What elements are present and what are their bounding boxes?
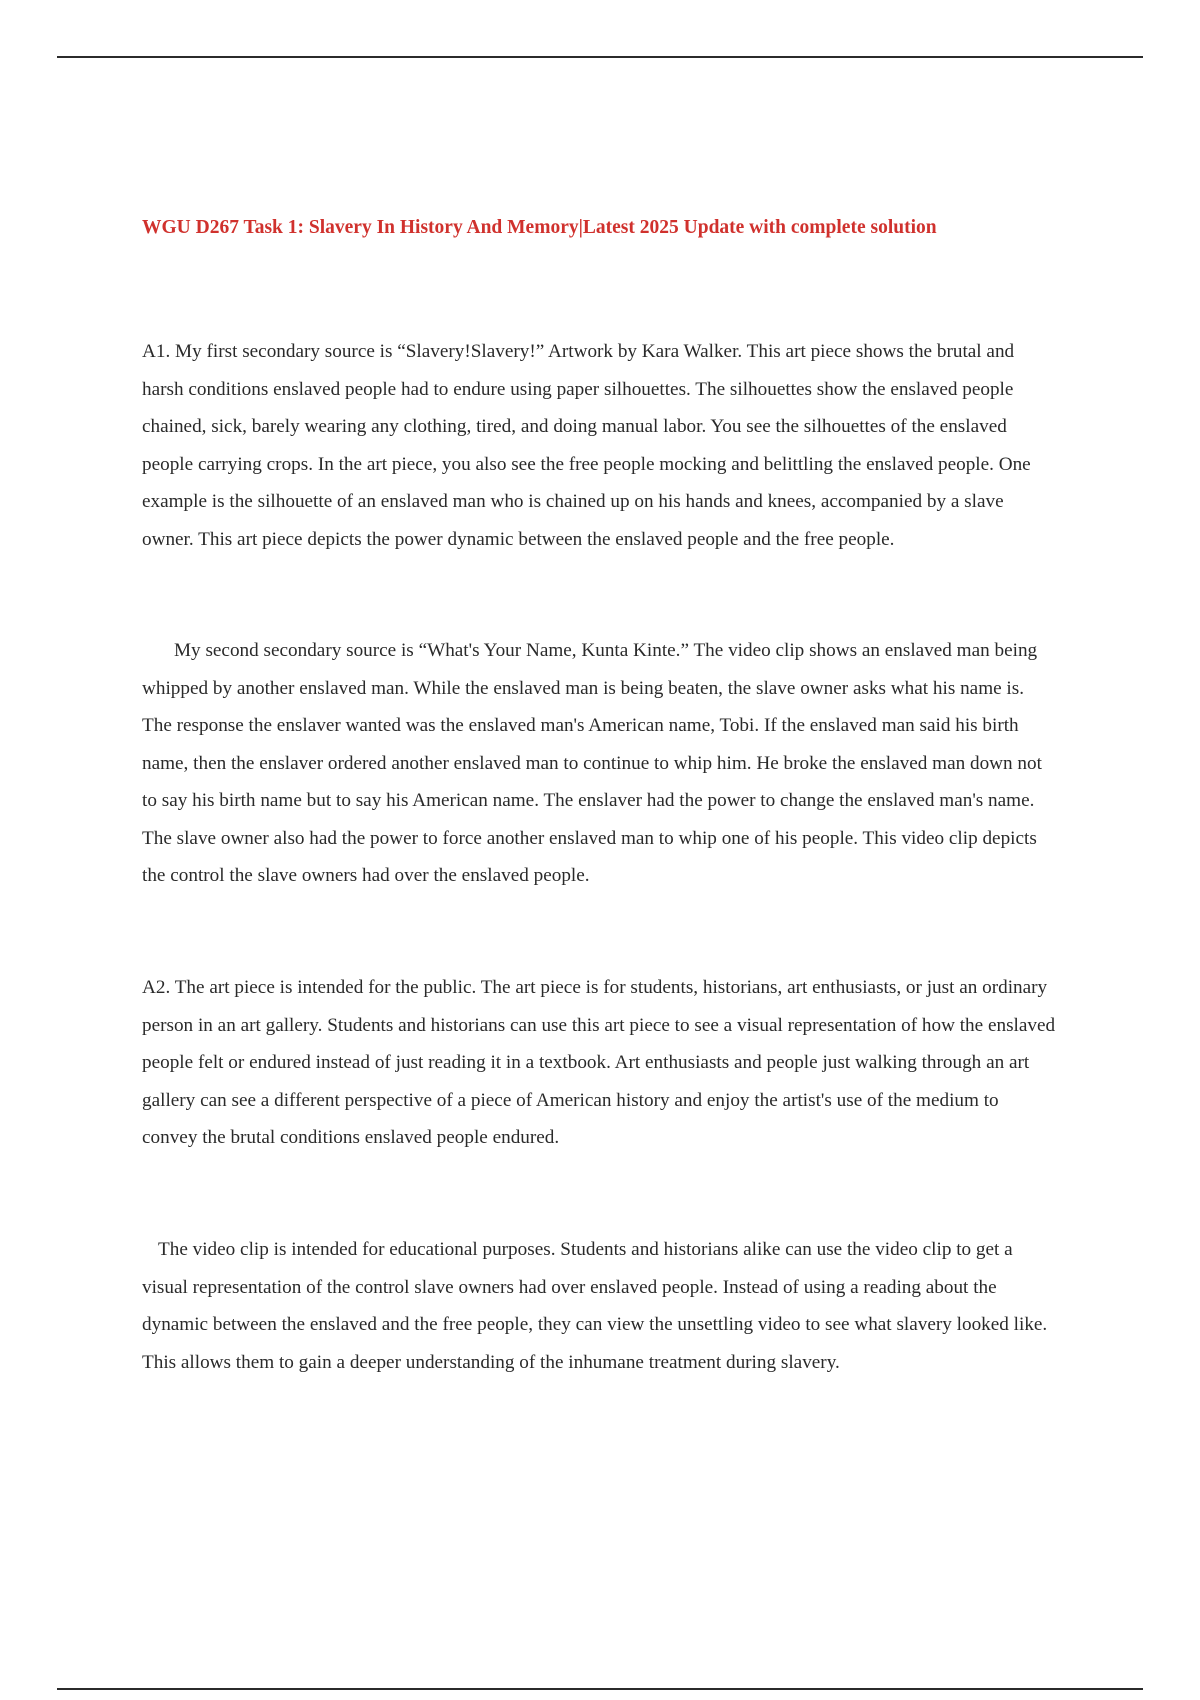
footer-rule bbox=[57, 1688, 1143, 1690]
paragraph-a2: A2. The art piece is intended for the public. The art piece is for students, historians, art enthusiasts, or just an ordinary person in an art gallery. Students and historians can use this art piece to see a visual representation of how the enslaved people felt or endured instead of just reading it in a textbook. Art enthusiasts and people just walking through an art gallery can see a different perspective of a piece of American history and enjoy the artist's use of the medium to convey the brutal conditions enslaved people endured. bbox=[142, 977, 1056, 1148]
paragraph-a1-second-source: My second secondary source is “What's Your Name, Kunta Kinte.” The video clip shows an enslaved man being whipped by another enslaved man. While the enslaved man is being beaten, the slave owner asks what his name is. The response the enslaver wanted was the enslaved man's American name, Tobi. If the enslaved man said his birth name, then the enslaver ordered another enslaved man to continue to whip him. He broke the enslaved man down not to say his birth name but to say his American name. The enslaver had the power to change the enslaved man's name. The slave owner also had the power to force another enslaved man to whip one of his people. This video clip depicts the control the slave owners had over the enslaved people. bbox=[142, 640, 1042, 886]
document-title: WGU D267 Task 1: Slavery In History And Memory|Latest 2025 Update with complete solution bbox=[142, 217, 937, 238]
paragraph-a1: A1. My first secondary source is “Slavery!Slavery!” Artwork by Kara Walker. This art piece shows the brutal and harsh conditions enslaved people had to endure using paper silhouettes. The silhouettes show the enslaved people chained, sick, barely wearing any clothing, tired, and doing manual labor. You see the silhouettes of the enslaved people carrying crops. In the art piece, you also see the free people mocking and belittling the enslaved people. One example is the silhouette of an enslaved man who is chained up on his hands and knees, accompanied by a slave owner. This art piece depicts the power dynamic between the enslaved people and the free people. bbox=[142, 341, 1031, 550]
header-rule bbox=[57, 56, 1143, 58]
paragraph-a2-video-clip: The video clip is intended for educational purposes. Students and historians alike can use the video clip to get a visual representation of the control slave owners had over enslaved people. Instead of using a reading about the dynamic between the enslaved and the free people, they can view the unsettling video to see what slavery looked like. This allows them to gain a deeper understanding of the inhumane treatment during slavery. bbox=[142, 1239, 1048, 1373]
